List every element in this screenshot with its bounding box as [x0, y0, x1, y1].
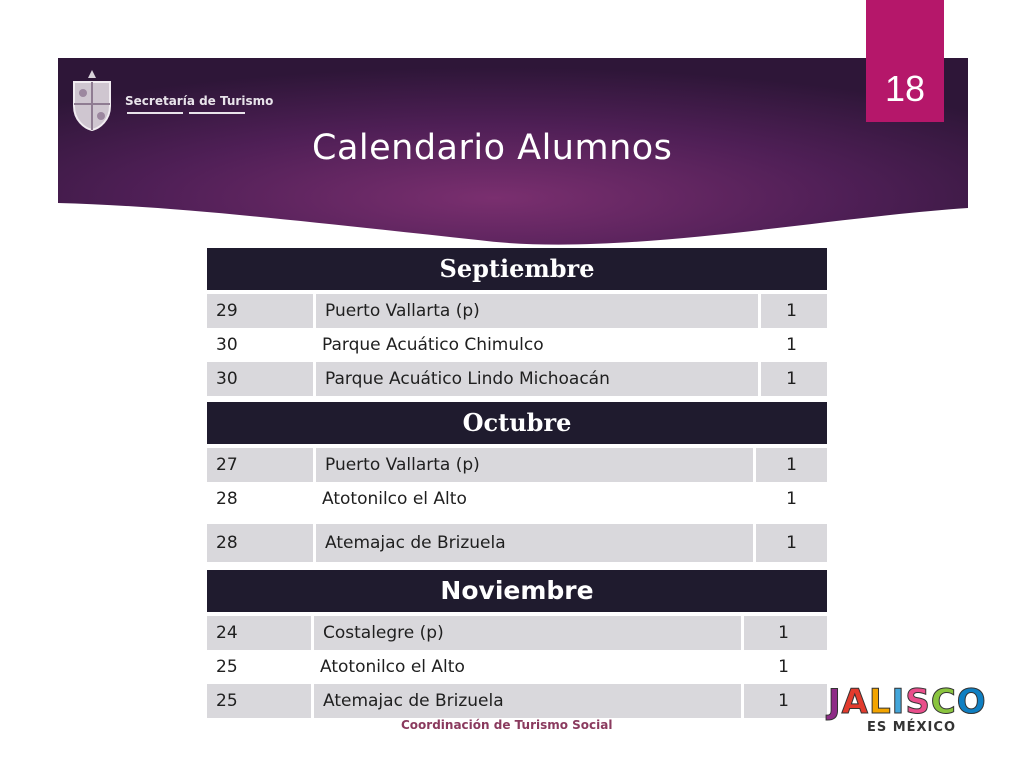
row-place: Parque Acuático Chimulco [322, 335, 544, 355]
logo-letter: O [956, 682, 987, 722]
row-date: 30 [216, 369, 238, 389]
agency-underline-left [127, 112, 183, 114]
table-row [207, 482, 827, 516]
row-place: Atemajac de Brizuela [311, 684, 741, 718]
state-seal-icon [66, 68, 118, 132]
row-place: Atotonilco el Alto [320, 657, 465, 677]
table-row [207, 650, 827, 684]
logo-letter: C [930, 682, 957, 722]
month-header: Septiembre [207, 248, 827, 290]
logo-letter: A [841, 682, 869, 722]
page-number-tab [866, 0, 944, 122]
logo-letter: S [905, 682, 931, 722]
logo-letter: L [868, 682, 892, 722]
footer-text: Coordinación de Turismo Social [401, 718, 613, 732]
row-count: 1 [786, 489, 797, 509]
table-row [207, 684, 827, 718]
month-header: Octubre [207, 402, 827, 444]
row-count: 1 [753, 524, 827, 562]
table-row [207, 524, 827, 562]
row-count: 1 [758, 362, 827, 396]
table-row [207, 616, 827, 650]
logo-wordmark [828, 682, 987, 722]
row-place: Parque Acuático Lindo Michoacán [313, 362, 758, 396]
row-date: 24 [216, 623, 238, 643]
month-table-octubre [207, 402, 827, 562]
row-date: 25 [216, 691, 238, 711]
row-date: 28 [216, 533, 238, 553]
agency-name: Secretaría de Turismo [125, 94, 274, 108]
logo-tagline: ES MÉXICO [866, 720, 956, 735]
row-place: Puerto Vallarta (p) [313, 294, 758, 328]
row-place: Puerto Vallarta (p) [313, 448, 753, 482]
month-table-septiembre [207, 248, 827, 396]
logo-letter: I [891, 682, 906, 722]
row-date: 25 [216, 657, 238, 677]
table-row [207, 448, 827, 482]
row-place: Costalegre (p) [311, 616, 741, 650]
jalisco-logo [828, 682, 987, 744]
row-date: 29 [216, 301, 238, 321]
month-header: Noviembre [207, 570, 827, 612]
row-count: 1 [758, 294, 827, 328]
row-count: 1 [786, 335, 797, 355]
row-count: 1 [778, 657, 789, 677]
row-date: 30 [216, 335, 238, 355]
table-row [207, 294, 827, 328]
row-place: Atemajac de Brizuela [313, 524, 753, 562]
row-count: 1 [753, 448, 827, 482]
agency-underline-right [189, 112, 245, 114]
row-count: 1 [741, 616, 827, 650]
row-count: 1 [741, 684, 827, 718]
row-place: Atotonilco el Alto [322, 489, 467, 509]
table-row [207, 328, 827, 362]
row-date: 27 [216, 455, 238, 475]
logo-letter: J [828, 682, 842, 722]
row-date: 28 [216, 489, 238, 509]
month-table-noviembre [207, 570, 827, 718]
table-row [207, 362, 827, 396]
page-title: Calendario Alumnos [312, 128, 673, 168]
page-number: 18 [884, 68, 926, 109]
